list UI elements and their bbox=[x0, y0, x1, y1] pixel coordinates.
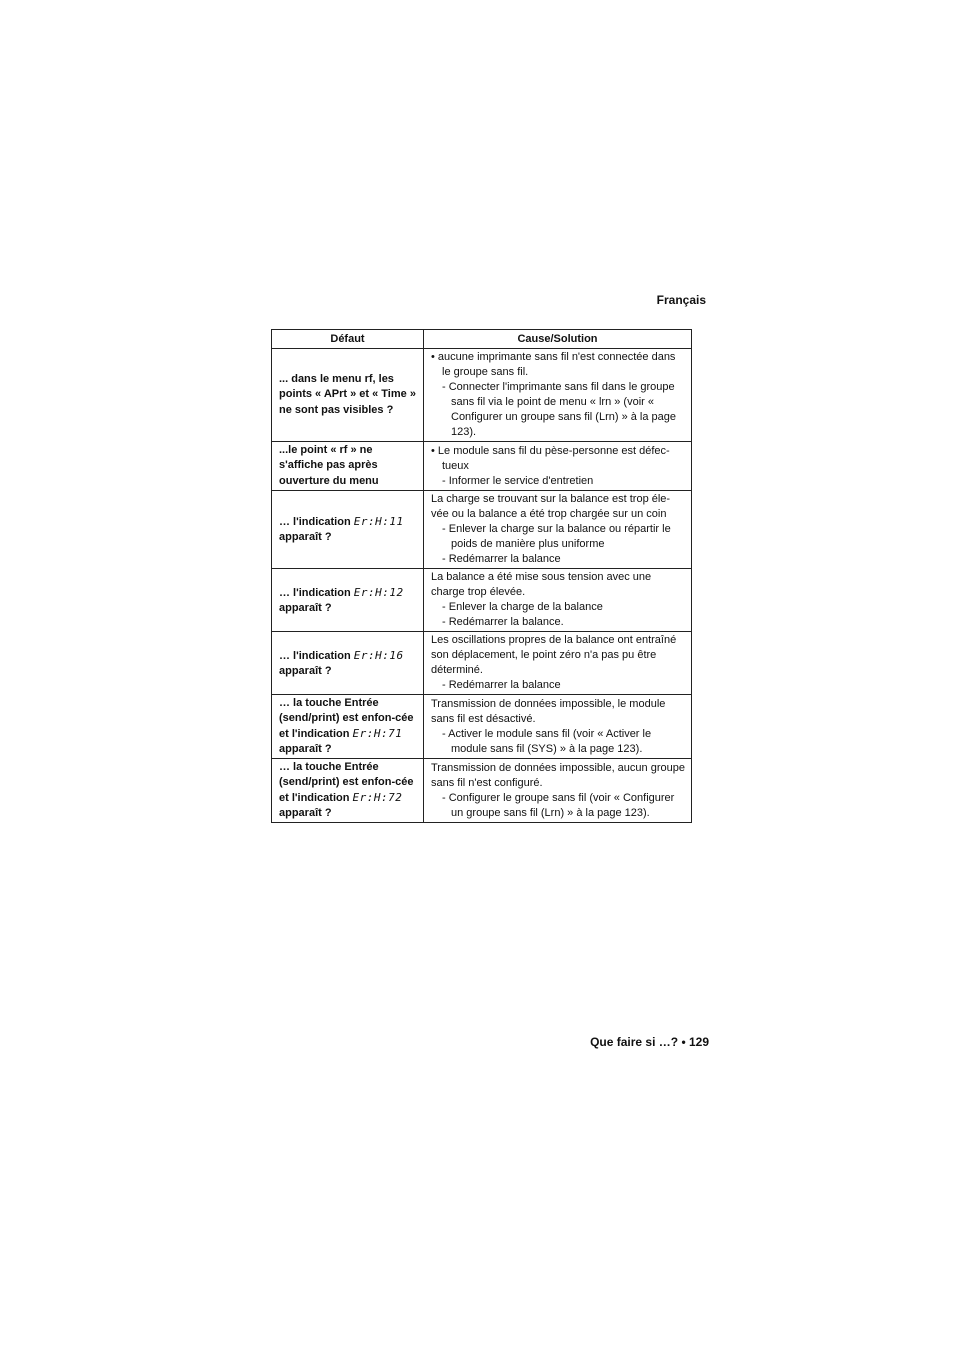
error-code-display: Er:H:11 bbox=[353, 515, 404, 528]
solution-step: - Informer le service d'entretien bbox=[431, 474, 687, 489]
troubleshooting-table bbox=[271, 329, 692, 823]
language-header: Français bbox=[656, 293, 706, 307]
solution-step: - Enlever la charge de la balance bbox=[431, 600, 687, 615]
table-row bbox=[272, 491, 692, 569]
fault-text-suffix: apparaît ? bbox=[279, 664, 332, 677]
table-row bbox=[272, 632, 692, 695]
fault-cell bbox=[272, 442, 424, 491]
table-row bbox=[272, 349, 692, 442]
table-row bbox=[272, 759, 692, 823]
fault-text-suffix: apparaît ? bbox=[279, 743, 332, 755]
fault-text: … l'indication bbox=[279, 516, 354, 528]
fault-text-suffix: apparaît ? bbox=[279, 601, 332, 614]
fault-text-suffix: apparaît ? bbox=[279, 807, 332, 819]
cause-text: Transmission de données impossible, le module sans fil est désactivé. bbox=[431, 697, 666, 725]
cause-cell bbox=[424, 759, 692, 823]
column-header-defaut: Défaut bbox=[272, 330, 424, 349]
solution-step: - Configurer le groupe sans fil (voir « Configurer un groupe sans fil (Lrn) » à la page 123). bbox=[431, 791, 687, 821]
error-code-display: Er:H:72 bbox=[352, 791, 403, 804]
fault-text: … la touche Entrée (send/print) est enfon-cée et l'indication bbox=[279, 697, 414, 740]
cause-bullet: • aucune imprimante sans fil n'est connectée dans le groupe sans fil. bbox=[431, 350, 687, 380]
cause-cell bbox=[424, 349, 692, 442]
cause-cell bbox=[424, 695, 692, 759]
table-row bbox=[272, 569, 692, 632]
fault-text: ...le point « rf » ne s'affiche pas après ouverture du menu bbox=[279, 444, 379, 487]
table-row bbox=[272, 442, 692, 491]
cause-cell bbox=[424, 491, 692, 569]
table-row bbox=[272, 695, 692, 759]
cause-text: La balance a été mise sous tension avec une charge trop élevée. bbox=[431, 571, 652, 598]
solution-step: - Connecter l'imprimante sans fil dans le groupe sans fil via le point de menu « lrn » (voir « Configurer un groupe sans fil (Lrn) » à la page 123). bbox=[431, 380, 687, 440]
fault-text: ... dans le menu rf, les points « APrt » et « Time » ne sont pas visibles ? bbox=[279, 373, 416, 416]
solution-step: - Activer le module sans fil (voir « Activer le module sans fil (SYS) » à la page 123). bbox=[431, 727, 687, 757]
fault-text-suffix: apparaît ? bbox=[279, 531, 332, 543]
fault-cell bbox=[272, 632, 424, 695]
fault-cell bbox=[272, 695, 424, 759]
fault-text: … l'indication bbox=[279, 586, 354, 599]
cause-cell bbox=[424, 442, 692, 491]
solution-step: - Redémarrer la balance. bbox=[431, 615, 687, 630]
table-body bbox=[272, 349, 692, 823]
cause-cell bbox=[424, 569, 692, 632]
fault-cell bbox=[272, 759, 424, 823]
error-code-display: Er:H:16 bbox=[353, 648, 404, 662]
table-header-row bbox=[272, 330, 692, 349]
column-header-cause: Cause/Solution bbox=[424, 330, 692, 349]
fault-text: … l'indication bbox=[279, 649, 354, 662]
page-footer: Que faire si …? • 129 bbox=[590, 1035, 709, 1049]
error-code-display: Er:H:71 bbox=[352, 727, 403, 740]
fault-cell bbox=[272, 491, 424, 569]
cause-text: Transmission de données impossible, aucun groupe sans fil n'est configuré. bbox=[431, 761, 685, 789]
solution-step: - Redémarrer la balance bbox=[431, 552, 687, 567]
cause-cell bbox=[424, 632, 692, 695]
fault-text: … la touche Entrée (send/print) est enfon-cée et l'indication bbox=[279, 761, 414, 804]
fault-cell bbox=[272, 349, 424, 442]
cause-text: Les oscillations propres de la balance ont entraîné son déplacement, le point zéro n'a pas pu être déterminé. bbox=[431, 634, 677, 676]
cause-bullet: • Le module sans fil du pèse-personne est défec-tueux bbox=[431, 444, 687, 474]
fault-cell bbox=[272, 569, 424, 632]
solution-step: - Enlever la charge sur la balance ou répartir le poids de manière plus uniforme bbox=[431, 522, 687, 552]
error-code-display: Er:H:12 bbox=[353, 585, 404, 599]
solution-step: - Redémarrer la balance bbox=[431, 678, 687, 693]
cause-text: La charge se trouvant sur la balance est trop éle-vée ou la balance a été trop chargée sur un coin bbox=[431, 493, 671, 520]
